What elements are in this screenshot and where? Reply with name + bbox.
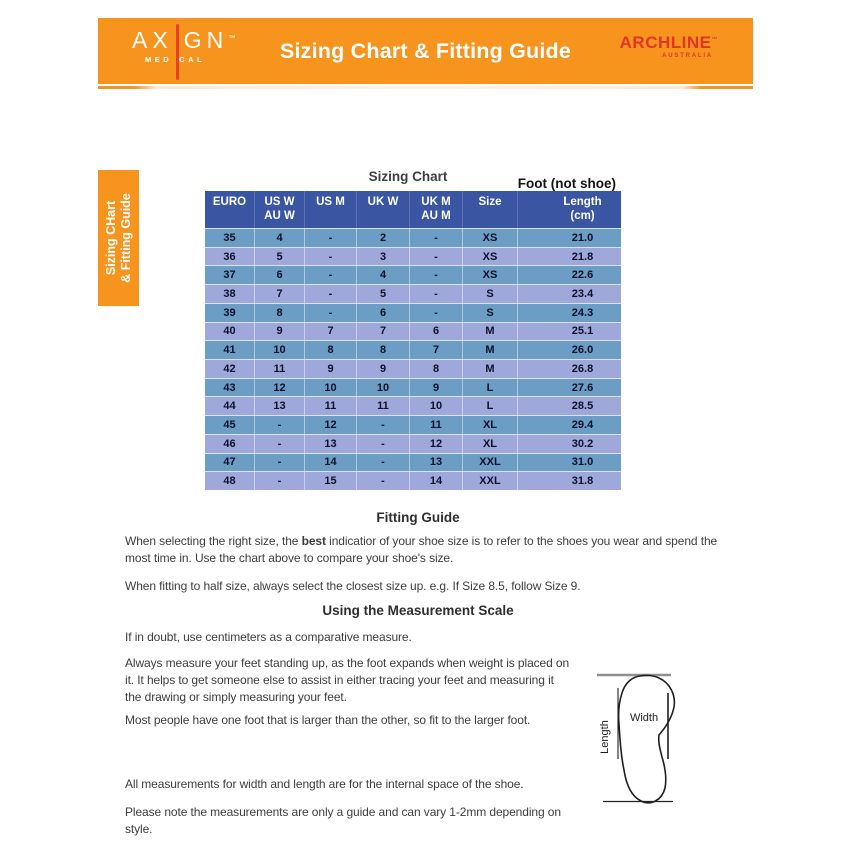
measurement-paragraph-4: All measurements for width and length are for the internal space of the shoe. [125, 777, 524, 791]
table-cell: - [305, 266, 357, 284]
column-header: Length (cm) [563, 196, 602, 222]
table-cell: S [463, 304, 518, 322]
foot-not-shoe-label: Foot (not shoe) [517, 176, 616, 191]
table-cell: - [255, 472, 305, 490]
table-row [205, 434, 621, 453]
archline-logo [620, 34, 718, 59]
table-cell: 10 [357, 379, 410, 397]
table-cell: 3 [357, 248, 410, 266]
table-cell: 44 [205, 397, 255, 415]
table-cell: 37 [205, 266, 255, 284]
table-cell: - [305, 229, 357, 247]
length-label: Length [599, 720, 611, 754]
table-cell: L [463, 397, 518, 415]
table-cell: 14 [305, 454, 357, 472]
table-cell: 12 [410, 435, 463, 453]
axign-trademark: ™ [228, 35, 236, 42]
table-cell: M [463, 341, 518, 359]
fitting-guide-paragraph-2: When fitting to half size, always select the closest size up. e.g. If Size 8.5, follow Size 9. [125, 579, 581, 593]
table-cell: 4 [357, 266, 410, 284]
table-row [205, 303, 621, 322]
size-table-body [205, 228, 621, 490]
p1-bold-word: best [301, 534, 326, 548]
table-cell: - [410, 248, 463, 266]
column-header: UK W [357, 191, 410, 228]
table-cell: 43 [205, 379, 255, 397]
table-cell: 40 [205, 323, 255, 341]
table-cell: 21.0 [571, 231, 594, 244]
table-cell: - [357, 472, 410, 490]
width-label: Width [629, 712, 659, 724]
column-header: UK M AU M [410, 191, 463, 228]
archline-trademark: ™ [711, 37, 718, 43]
table-cell: 35 [205, 229, 255, 247]
table-row [205, 359, 621, 378]
column-header: US W AU W [255, 191, 305, 228]
table-cell: 4 [255, 229, 305, 247]
table-cell: 10 [305, 379, 357, 397]
table-cell: - [255, 416, 305, 434]
archline-wordmark [620, 34, 718, 51]
table-cell: 26.0 [571, 344, 594, 357]
table-cell: 31.0 [571, 456, 594, 469]
table-cell: 13 [305, 435, 357, 453]
side-tab [98, 170, 139, 306]
table-cell: 11 [305, 397, 357, 415]
table-cell: 6 [410, 323, 463, 341]
table-cell: 11 [410, 416, 463, 434]
table-cell: 11 [255, 360, 305, 378]
table-cell: 6 [357, 304, 410, 322]
table-cell: 26.8 [571, 362, 594, 375]
table-cell: - [410, 266, 463, 284]
table-cell: XL [463, 416, 518, 434]
table-cell: XS [463, 248, 518, 266]
table-cell: 8 [357, 341, 410, 359]
table-cell: 7 [305, 323, 357, 341]
table-cell: XXL [463, 454, 518, 472]
table-row [205, 453, 621, 472]
table-cell: 46 [205, 435, 255, 453]
table-cell: 21.8 [571, 250, 594, 263]
page-title: Sizing Chart & Fitting Guide [279, 39, 572, 63]
table-cell: 31.8 [571, 475, 594, 488]
table-cell: 2 [357, 229, 410, 247]
table-cell: 45 [205, 416, 255, 434]
table-cell: 9 [410, 379, 463, 397]
table-cell: 12 [255, 379, 305, 397]
table-cell: 5 [357, 285, 410, 303]
table-cell: L [463, 379, 518, 397]
table-row [205, 247, 621, 266]
table-cell: 24.3 [571, 306, 594, 319]
table-cell: - [410, 229, 463, 247]
table-cell: XS [463, 229, 518, 247]
table-cell: 47 [205, 454, 255, 472]
table-cell: 22.6 [571, 269, 594, 282]
measurement-paragraph-5: Please note the measurements are only a guide and can vary 1-2mm depending on style. [125, 805, 561, 836]
table-cell: 29.4 [571, 419, 594, 432]
sizing-chart-heading: Sizing Chart [368, 169, 448, 184]
table-cell: 7 [410, 341, 463, 359]
axign-sub-left: MED [145, 55, 173, 64]
measurement-paragraph-1: If in doubt, use centimeters as a comparative measure. [125, 630, 412, 644]
table-row [205, 265, 621, 284]
side-tab-line1: Sizing CHart [103, 200, 118, 276]
table-cell: - [255, 454, 305, 472]
axign-sub-right: CAL [179, 55, 206, 64]
table-cell: M [463, 360, 518, 378]
table-row [205, 228, 621, 247]
header-banner [98, 18, 753, 84]
table-cell: 27.6 [571, 381, 594, 394]
table-row [205, 340, 621, 359]
table-cell: - [410, 304, 463, 322]
table-cell: XXL [463, 472, 518, 490]
p1-pre: When selecting the right size, the [125, 534, 302, 548]
table-cell: - [357, 454, 410, 472]
table-cell: - [305, 285, 357, 303]
table-cell: 28.5 [571, 400, 594, 413]
table-cell: - [410, 285, 463, 303]
table-cell: 25.1 [571, 325, 594, 338]
side-tab-line2: & Fitting Guide [118, 193, 133, 283]
banner-divider [98, 86, 753, 89]
table-row [205, 396, 621, 415]
table-cell: 9 [255, 323, 305, 341]
table-cell: 8 [255, 304, 305, 322]
foot-outline-icon [593, 666, 753, 814]
table-cell: 42 [205, 360, 255, 378]
archline-name: ARCHLINE [619, 33, 712, 52]
table-cell: 41 [205, 341, 255, 359]
table-cell: 6 [255, 266, 305, 284]
fitting-guide-paragraph-1 [125, 533, 725, 567]
table-cell: 36 [205, 248, 255, 266]
axign-word-left: AX [132, 27, 173, 53]
column-header: US M [305, 191, 357, 228]
size-table-header [205, 191, 621, 228]
table-cell: 12 [305, 416, 357, 434]
table-cell: 7 [357, 323, 410, 341]
column-header: Size [463, 191, 518, 228]
axign-word-right: GN [183, 27, 229, 53]
table-cell: XS [463, 266, 518, 284]
table-cell: 9 [305, 360, 357, 378]
table-row [205, 378, 621, 397]
sizing-table [205, 191, 621, 490]
table-cell: M [463, 323, 518, 341]
table-cell: - [357, 416, 410, 434]
table-cell: 30.2 [571, 437, 594, 450]
table-cell: - [357, 435, 410, 453]
table-cell: 39 [205, 304, 255, 322]
table-row [205, 471, 621, 490]
table-cell: - [255, 435, 305, 453]
foot-measurement-diagram [593, 666, 753, 814]
measurement-paragraph-2: Always measure your feet standing up, as the foot expands when weight is placed on it. It helps to get someone else to assist in either tracing your feet and measuring it the drawing or simply measuring your feet. [125, 656, 570, 704]
table-cell: 10 [255, 341, 305, 359]
table-cell: 13 [255, 397, 305, 415]
table-cell: 23.4 [571, 288, 594, 301]
archline-australia-label: AUSTRALIA [662, 53, 713, 59]
table-cell: 15 [305, 472, 357, 490]
column-header: EURO [205, 191, 255, 228]
table-row [205, 322, 621, 341]
table-cell: 5 [255, 248, 305, 266]
table-cell: 14 [410, 472, 463, 490]
table-cell: 11 [357, 397, 410, 415]
table-cell: - [305, 304, 357, 322]
measurement-paragraph-3: Most people have one foot that is larger than the other, so fit to the larger foot. [125, 713, 531, 727]
table-cell: 38 [205, 285, 255, 303]
table-cell: 8 [305, 341, 357, 359]
table-cell: 9 [357, 360, 410, 378]
table-cell: 13 [410, 454, 463, 472]
table-cell: S [463, 285, 518, 303]
p1-post: indicatior of your shoe size is to refer to the shoes you wear and spend the most time in. Use the chart above to compare your shoe's size. [125, 534, 718, 565]
measurement-scale-heading: Using the Measurement Scale [322, 603, 514, 618]
table-cell: 10 [410, 397, 463, 415]
table-cell: 7 [255, 285, 305, 303]
table-cell: 8 [410, 360, 463, 378]
fitting-guide-heading: Fitting Guide [376, 510, 460, 525]
table-cell: 48 [205, 472, 255, 490]
table-row [205, 415, 621, 434]
table-row [205, 284, 621, 303]
table-cell: - [305, 248, 357, 266]
table-cell: XL [463, 435, 518, 453]
side-tab-label [104, 170, 134, 306]
